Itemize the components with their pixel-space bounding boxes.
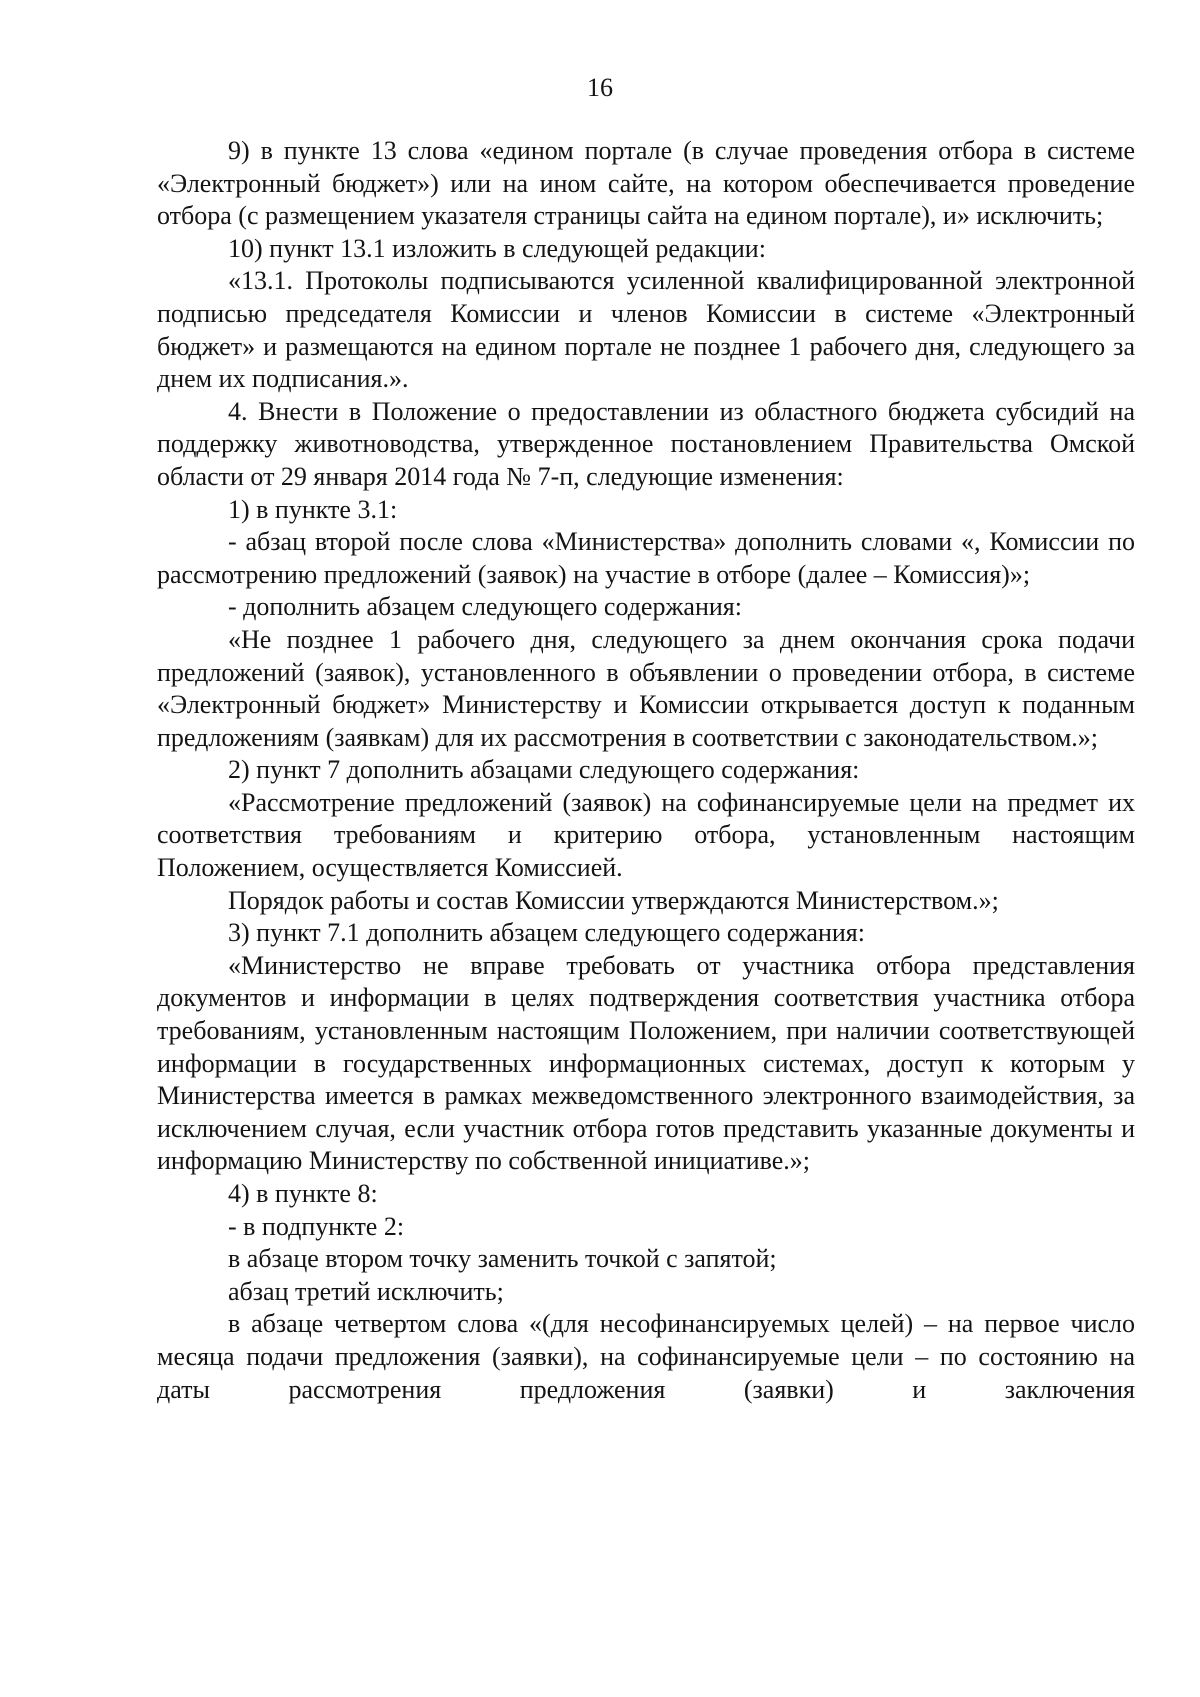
paragraph-quote-ministry: «Министерство не вправе требовать от участника отбора представления документов и информации в целях подтверждения соответствия участника отбора требованиям, установленным настоящим Положением, при наличии соответствующей информации в государственных информационных системах, доступ к которым у Министерства имеется в рамках межведомственного электронного взаимодействия, за исключением случая, если участник отбора готов представить указанные документы и информацию Министерству по собственной инициативе.»; [157, 950, 1135, 1176]
paragraph-sub-3: 3) пункт 7.1 дополнить абзацем следующего содержания: [228, 918, 865, 948]
paragraph-sub-2: 2) пункт 7 дополнить абзацами следующего содержания: [228, 755, 860, 785]
paragraph-dash-add-abzac: - дополнить абзацем следующего содержания: [228, 592, 742, 622]
paragraph-quote-review: «Рассмотрение предложений (заявок) на софинансируемые цели на предмет их соответствия требованиям и критерию отбора, установленным настоящим Положением, осуществляется Комиссией. [157, 787, 1135, 883]
paragraph-commission-order: Порядок работы и состав Комиссии утверждаются Министерством.»; [228, 885, 999, 915]
document-body [157, 135, 1135, 1406]
paragraph-quote-deadline: «Не позднее 1 рабочего дня, следующего за днем окончания срока подачи предложений (заявок), установленного в объявлении о проведении отбора, в системе «Электронный бюджет» Министерству и Комиссии открывается доступ к поданным предложениям (заявкам) для их рассмотрения в соответствии с законодательством.»; [157, 624, 1135, 752]
paragraph-section-4: 4. Внести в Положение о предоставлении из областного бюджета субсидий на поддержку животноводства, утвержденное постановлением Правительства Омской области от 29 января 2014 года № 7-п, следующие изменения: [157, 396, 1135, 491]
paragraph-item-10: 10) пункт 13.1 изложить в следующей редакции: [228, 233, 766, 263]
paragraph-dash-subpoint-2: - в подпункте 2: [228, 1211, 405, 1241]
paragraph-abzac-second-replace: в абзаце втором точку заменить точкой с запятой; [228, 1244, 777, 1274]
paragraph-item-9: 9) в пункте 13 слова «едином портале (в случае проведения отбора в системе «Электронный бюджет») или на ином сайте, на котором обеспечивается проведение отбора (с размещением указателя страницы сайта на едином портале), и» исключить; [157, 136, 1135, 231]
paragraph-abzac-fourth: в абзаце четвертом слова «(для несофинансируемых целей) – на первое число месяца подачи предложения (заявки), на софинансируемые цели – по состоянию на даты рассмотрения предложения (заявки) и заключения [157, 1309, 1135, 1404]
paragraph-abzac-third-exclude: абзац третий исключить; [228, 1276, 504, 1306]
paragraph-sub-1: 1) в пункте 3.1: [228, 494, 398, 524]
paragraph-sub-4: 4) в пункте 8: [228, 1179, 378, 1208]
paragraph-quote-13-1: «13.1. Протоколы подписываются усиленной квалифицированной электронной подписью председателя Комиссии и членов Комиссии в системе «Электронный бюджет» и размещаются на едином портале не позднее 1 рабочего дня, следующего за днем их подписания.». [157, 266, 1135, 394]
paragraph-dash-abzac-second: - абзац второй после слова «Министерства» дополнить словами «, Комиссии по рассмотрению предложений (заявок) на участие в отборе (далее – Комиссия)»; [157, 527, 1135, 589]
page-number: 16 [587, 73, 613, 102]
